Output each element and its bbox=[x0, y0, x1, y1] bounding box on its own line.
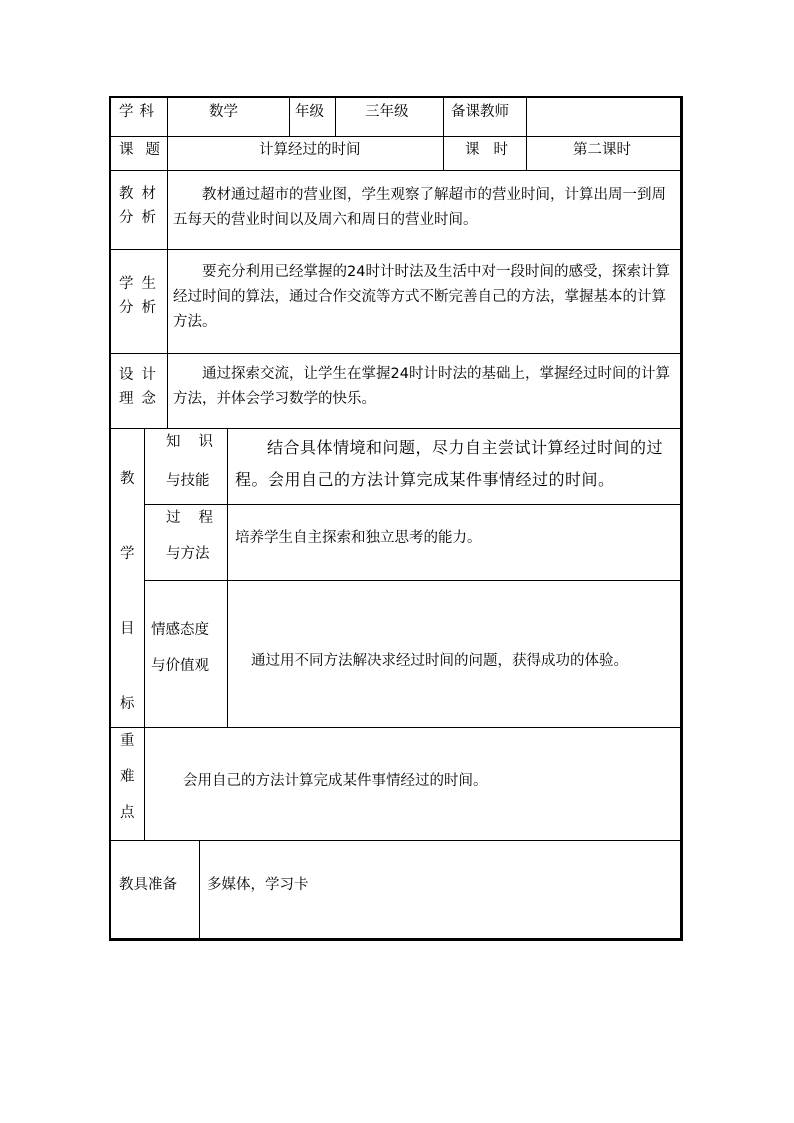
design-label-2: 理念 bbox=[119, 391, 164, 407]
process-label-2: 与方法 bbox=[166, 546, 210, 562]
student-analysis-text: 要充分利用已经掌握的24时计时法及生活中对一段时间的感受，探索计算经过时间的算法，通过合作交流等方式不断完善自己的方法，掌握基本的计算方法。 bbox=[173, 264, 670, 330]
row-divider bbox=[111, 136, 682, 137]
grade-label: 年级 bbox=[295, 104, 324, 120]
student-label-1: 学生 bbox=[119, 276, 164, 292]
design-concept-text: 通过探索交流，让学生在掌握24时计时法的基础上，掌握经过时间的计算方法，并体会学习数学的快乐。 bbox=[173, 366, 670, 407]
grade-value: 三年级 bbox=[365, 104, 409, 120]
subject-value: 数学 bbox=[209, 104, 238, 120]
col-divider bbox=[526, 98, 527, 170]
keypoints-label-char: 难 bbox=[120, 769, 135, 785]
keypoints-label-char: 点 bbox=[120, 805, 135, 821]
emotion-text: 通过用不同方法解决求经过时间的问题，获得成功的体验。 bbox=[251, 653, 628, 669]
keypoints-label-char: 重 bbox=[120, 733, 135, 749]
row-divider bbox=[111, 840, 682, 841]
topic-value: 计算经过的时间 bbox=[259, 142, 361, 158]
row-divider bbox=[144, 580, 682, 581]
row-divider bbox=[111, 428, 682, 429]
col-divider bbox=[227, 428, 228, 727]
row-divider bbox=[111, 249, 682, 250]
goals-label-char: 目 bbox=[120, 621, 135, 637]
col-divider bbox=[289, 98, 290, 136]
material-analysis-text: 教材通过超市的营业图，学生观察了解超市的营业时间，计算出周一到周五每天的营业时间以及周六和周日的营业时间。 bbox=[173, 187, 666, 228]
row-divider bbox=[111, 353, 682, 354]
subject-label: 学科 bbox=[119, 104, 160, 120]
goals-label-char: 学 bbox=[120, 546, 135, 562]
row-divider bbox=[111, 727, 682, 728]
knowledge-text: 结合具体情境和问题，尽力自主尝试计算经过时间的过程。会用自己的方法计算完成某件事情经过的时间。 bbox=[235, 438, 664, 489]
col-divider bbox=[443, 98, 444, 170]
period-label: 课时 bbox=[465, 142, 522, 158]
topic-label: 课题 bbox=[119, 142, 172, 158]
keypoints-text: 会用自己的方法计算完成某件事情经过的时间。 bbox=[183, 773, 488, 789]
lesson-plan-table bbox=[109, 96, 683, 941]
tools-text: 多媒体，学习卡 bbox=[207, 877, 309, 893]
process-label-1: 过程 bbox=[166, 510, 231, 526]
material-label-1: 教材 bbox=[119, 186, 164, 202]
knowledge-label-2: 与技能 bbox=[166, 473, 210, 489]
material-label-2: 分析 bbox=[119, 210, 164, 226]
knowledge-label-1: 知识 bbox=[166, 434, 231, 450]
period-value: 第二课时 bbox=[573, 142, 631, 158]
teacher-label: 备课教师 bbox=[451, 104, 509, 120]
goals-label-char: 教 bbox=[120, 471, 135, 487]
emotion-label-1: 情感态度 bbox=[151, 622, 209, 638]
col-divider bbox=[335, 98, 336, 136]
student-label-2: 分析 bbox=[119, 300, 164, 316]
col-divider bbox=[144, 428, 145, 840]
process-text: 培养学生自主探索和独立思考的能力。 bbox=[235, 530, 482, 546]
goals-label-char: 标 bbox=[120, 696, 135, 712]
col-divider bbox=[199, 840, 200, 940]
row-divider bbox=[111, 170, 682, 171]
tools-label: 教具准备 bbox=[119, 877, 177, 893]
emotion-label-2: 与价值观 bbox=[151, 658, 209, 674]
row-divider bbox=[144, 504, 682, 505]
design-label-1: 设计 bbox=[119, 367, 164, 383]
